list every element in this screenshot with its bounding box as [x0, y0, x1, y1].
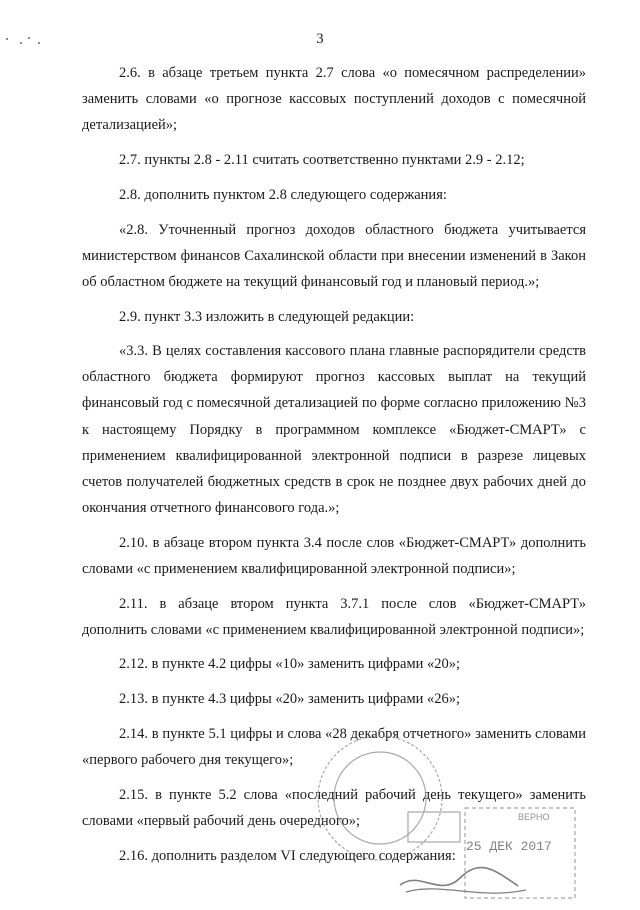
official-stamp — [290, 720, 590, 905]
paragraph-quote-2-8: «2.8. Уточненный прогноз доходов областного бюджета учитывается министерством финансов Сахалинской области при внесении изменений в Закон об областном бюджете на текущий финансовый год и плановый период.»; — [82, 221, 586, 290]
paragraph-2-6: 2.6. в абзаце третьем пункта 2.7 слова «о помесячном распределении» заменить словами «о прогнозе кассовых поступлений доходов с помесячной детализацией»; — [82, 65, 586, 134]
paragraph-2-13: 2.13. в пункте 4.3 цифры «20» заменить цифрами «26»; — [119, 691, 461, 708]
page-number: 3 — [316, 31, 324, 47]
paragraph-2-10: 2.10. в абзаце втором пункта 3.4 после слов «Бюджет-СМАРТ» дополнить словами «с применением квалифицированной электронной подписи»; — [82, 534, 586, 577]
paragraph-2-8: 2.8. дополнить пунктом 2.8 следующего содержания: — [119, 186, 447, 203]
paragraph-2-15: 2.15. в пункте 5.2 слова «последний рабочий день текущего» заменить словами «первый рабочий день очередного»; — [82, 786, 586, 829]
paragraph-2-7: 2.7. пункты 2.8 - 2.11 считать соответственно пунктами 2.9 - 2.12; — [119, 151, 525, 168]
stamp-date: 25 ДЕК 2017 — [466, 839, 552, 854]
paragraph-2-12: 2.12. в пункте 4.2 цифры «10» заменить цифрами «20»; — [119, 656, 461, 673]
paragraph-2-11: 2.11. в абзаце втором пункта 3.7.1 после слов «Бюджет-СМАРТ» дополнить словами «с применением квалифицированной электронной подписи»; — [82, 595, 586, 638]
paragraph-2-14: 2.14. в пункте 5.1 цифры и слова «28 декабря отчетного» заменить словами «первого рабочего дня текущего»; — [82, 725, 586, 769]
stamp-seal-graphic — [290, 720, 590, 905]
paragraph-2-16: 2.16. дополнить разделом VI следующего содержания: — [119, 847, 456, 864]
paragraph-quote-3-3: «3.3. В целях составления кассового плана главные распорядители средств областного бюджета формируют прогноз кассовых выплат на текущий финансовый год с помесячной детализацией по форме согласно приложению №3 к настоящему Порядку в программном комплексе «Бюджет-СМАРТ» с применением квалифицированной электронной подписи в разрезе лицевых счетов получателей бюджетных средств в срок не позднее двух рабочих дней до окончания отчетного финансового года.»; — [82, 343, 586, 516]
stamp-label: ВЕРНО — [518, 812, 550, 822]
paragraph-2-9: 2.9. пункт 3.3 изложить в следующей редакции: — [119, 308, 415, 325]
